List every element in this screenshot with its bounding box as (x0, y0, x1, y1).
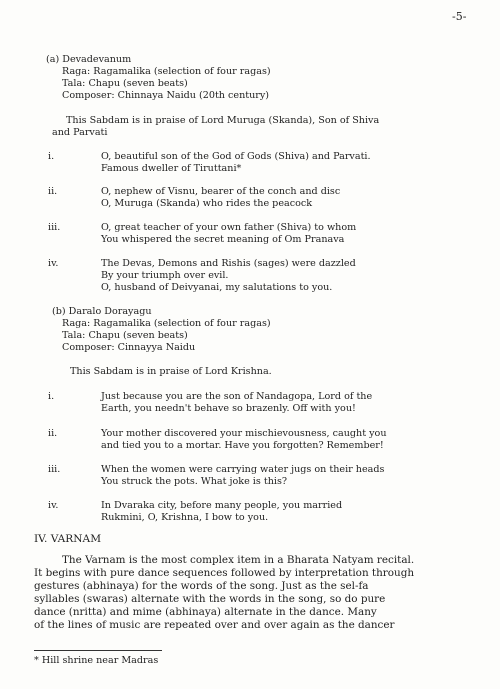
verse-line: O, husband of Deivyanai, my salutations to you. (101, 282, 333, 293)
verse-line: When the women were carrying water jugs on their heads (101, 464, 385, 475)
verse-line: The Devas, Demons and Rishis (sages) were dazzled (101, 258, 356, 269)
verse-line: Rukmini, O, Krishna, I bow to you. (101, 512, 269, 523)
verse-line: By your triumph over evil. (101, 270, 229, 281)
verse-line: Famous dweller of Tiruttani* (101, 163, 242, 174)
verse-line: You whispered the secret meaning of Om Pranava (101, 234, 345, 245)
verse-number: ii. (48, 428, 58, 439)
footnote-divider (34, 650, 162, 651)
footnote: * Hill shrine near Madras (34, 655, 159, 666)
verse-number: i. (48, 391, 55, 402)
verse-number: iii. (48, 222, 61, 233)
paragraph-line: syllables (swaras) alternate with the words in the song, so do pure (34, 593, 386, 605)
verse-number: ii. (48, 186, 58, 197)
page-number: -5- (452, 10, 467, 23)
verse-line: and tied you to a mortar. Have you forgotten? Remember! (101, 440, 384, 451)
section-b-tala: Tala: Chapu (seven beats) (62, 330, 188, 341)
section-a-intro-line-1: This Sabdam is in praise of Lord Muruga (Skanda), Son of Shiva (66, 115, 380, 126)
paragraph-line: gestures (abhinaya) for the words of the song. Just as the sel-fa (34, 580, 369, 592)
verse-number: iv. (48, 258, 59, 269)
section-a-raga: Raga: Ragamalika (selection of four ragas) (62, 66, 271, 77)
verse-line: You struck the pots. What joke is this? (101, 476, 288, 487)
section-b-intro: This Sabdam is in praise of Lord Krishna. (70, 366, 272, 377)
verse-line: O, great teacher of your own father (Shiva) to whom (101, 222, 357, 233)
verse-line: In Dvaraka city, before many people, you married (101, 500, 343, 511)
section-iv-paragraph (34, 554, 500, 632)
verse-line: Earth, you needn't behave so brazenly. Off with you! (101, 403, 356, 414)
verse-number: iv. (48, 500, 59, 511)
verse-line: Just because you are the son of Nandagopa, Lord of the (101, 391, 373, 402)
verse-line: O, Muruga (Skanda) who rides the peacock (101, 198, 313, 209)
section-iv-heading: IV. VARNAM (34, 533, 102, 545)
section-b-composer: Composer: Cinnayya Naidu (62, 342, 196, 353)
verse-line: Your mother discovered your mischievousness, caught you (101, 428, 387, 439)
section-b-heading: (b) Daralo Dorayagu (52, 306, 152, 317)
section-a-composer: Composer: Chinnaya Naidu (20th century) (62, 90, 270, 101)
section-a-heading: (a) Devadevanum (46, 54, 132, 65)
paragraph-line: The Varnam is the most complex item in a Bharata Natyam recital. (62, 554, 415, 566)
section-a-intro-line-2: and Parvati (52, 127, 108, 138)
paragraph-line: dance (nritta) and mime (abhinaya) alternate in the dance. Many (34, 606, 377, 618)
paragraph-line: of the lines of music are repeated over and over again as the dancer (34, 619, 395, 631)
verse-line: O, beautiful son of the God of Gods (Shiva) and Parvati. (101, 151, 371, 162)
verse-number: iii. (48, 464, 61, 475)
paragraph-line: It begins with pure dance sequences followed by interpretation through (34, 567, 415, 579)
section-b-raga: Raga: Ragamalika (selection of four ragas) (62, 318, 271, 329)
verse-number: i. (48, 151, 55, 162)
section-a-tala: Tala: Chapu (seven beats) (62, 78, 188, 89)
verse-line: O, nephew of Visnu, bearer of the conch and disc (101, 186, 341, 197)
